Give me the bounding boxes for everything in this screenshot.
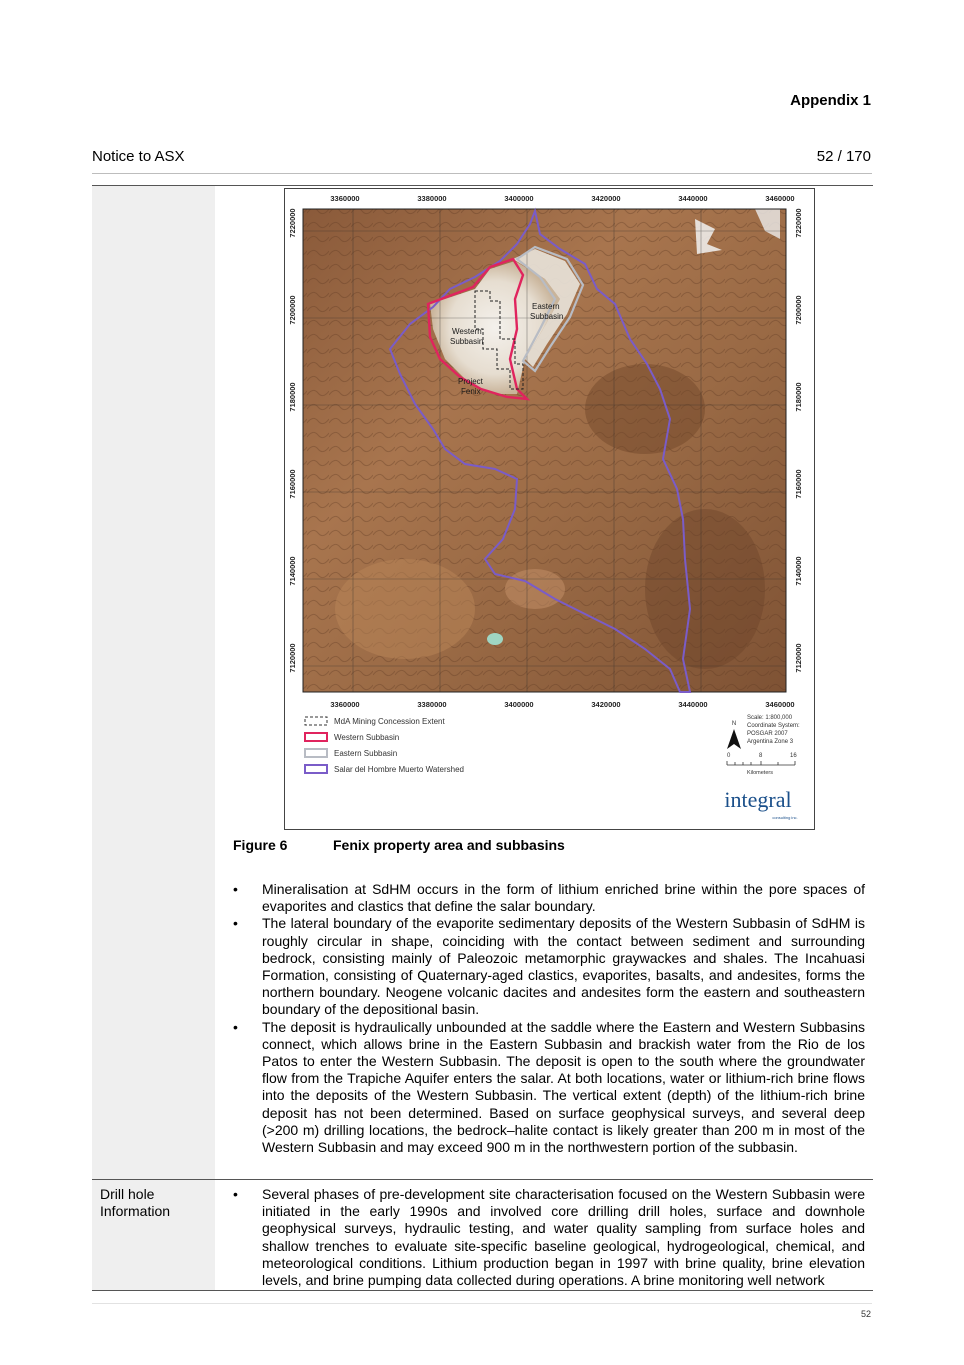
- x-tick-top: 3400000: [504, 194, 534, 203]
- table-bottom-border: [92, 1290, 873, 1291]
- legend-label: Salar del Hombre Muerto Watershed: [334, 765, 464, 774]
- page-number: 52: [860, 1309, 871, 1319]
- figure-number: Figure 6: [233, 837, 288, 853]
- list-item: [233, 915, 865, 1018]
- figure-title: Fenix property area and subbasins: [333, 837, 565, 853]
- row-label-drill-hole: Drill hole Information: [100, 1186, 171, 1220]
- y-tick-right: 7220000: [794, 208, 803, 238]
- list-item: [233, 881, 865, 915]
- x-tick-top: 3420000: [591, 194, 621, 203]
- legend-swatch-western: [305, 733, 327, 741]
- x-tick-top: 3360000: [330, 194, 360, 203]
- x-tick-top: 3380000: [417, 194, 447, 203]
- bullet-text: The lateral boundary of the evaporite sedimentary deposits of the Western Subbasin of SdHM is roughly circular in shape, coinciding with the contact between sediment and surrounding bedrock, consisting mainly of Paleozoic metamorphic graywackes and shales. The Incahuasi Formation, consisting of Quaternary-aged clastics, evaporites, basalts, and andesites, forms the northern boundary. Neogene volcanic dacites and andesites form the eastern and southeastern boundary of the depositional basin.: [262, 915, 865, 1018]
- scale-bar-label: 0: [727, 753, 731, 759]
- bullet-icon: •: [233, 915, 238, 932]
- logo-subtext: consulting inc.: [772, 815, 798, 820]
- y-tick-left: 7200000: [288, 295, 297, 325]
- bullet-text: Mineralisation at SdHM occurs in the form of lithium enriched brine within the pore spaces of evaporites and clastics that define the salar boundary.: [262, 881, 865, 915]
- scale-info: Argentina Zone 3: [747, 739, 794, 745]
- y-tick-right: 7200000: [794, 295, 803, 325]
- map-legend: [305, 717, 464, 774]
- x-tick-top: 3440000: [678, 194, 708, 203]
- bullet-text: The deposit is hydraulically unbounded at the saddle where the Eastern and Western Subbasins connect, which allows brine in the Eastern Subbasin and brackish water from the Rio de los Patos to enter the Western Subbasin. The deposit is open to the south where the groundwater flow from the Trapiche Aquifer enters the salar. At both locations, water or lithium-rich brine flows into the deposits of the Western Subbasin. The vertical extent (depth) of the lithium-rich brine deposit has not been determined. Based on surface geophysical surveys, and several deep (>200 m) drilling locations, the bedrock–halite contact is likely greater than 200 m in most of the Western Subbasin and may exceed 900 m in the northwestern portion of the subbasin.: [262, 1018, 865, 1156]
- scale-bar-label: 16: [790, 753, 797, 759]
- logo-text: integral: [724, 787, 792, 812]
- x-tick-bottom: 3420000: [591, 700, 621, 709]
- satellite-image: [303, 209, 786, 692]
- y-tick-left: 7120000: [288, 643, 297, 673]
- legend-swatch-concession: [305, 717, 327, 725]
- north-arrow-icon: [727, 721, 741, 749]
- project-label-1: Project: [458, 377, 483, 386]
- scale-bar-label: 8: [759, 753, 763, 759]
- y-tick-right: 7180000: [794, 382, 803, 412]
- y-tick-right: 7120000: [794, 643, 803, 673]
- bullet-icon: •: [233, 1018, 238, 1035]
- scale-info: POSGAR 2007: [747, 731, 788, 737]
- mineralisation-bullets: [233, 881, 865, 1156]
- page-counter: 52 / 170: [816, 148, 871, 165]
- table-label-column: [92, 186, 215, 1179]
- eastern-label-1: Eastern: [532, 302, 560, 311]
- x-tick-top: 3460000: [765, 194, 795, 203]
- y-tick-left: 7220000: [288, 208, 297, 238]
- bullet-icon: •: [233, 881, 238, 897]
- legend-swatch-eastern: [305, 749, 327, 757]
- footer-divider: [92, 1303, 872, 1304]
- project-label-2: Fenix: [461, 387, 481, 396]
- scale-info: Coordinate System:: [747, 723, 800, 729]
- legend-label: Eastern Subbasin: [334, 749, 398, 758]
- x-tick-bottom: 3440000: [678, 700, 708, 709]
- drill-hole-content: [233, 1186, 865, 1289]
- western-label-2: Subbasin: [450, 337, 484, 346]
- bullet-text: Several phases of pre-development site characterisation focused on the Western Subbasin were initiated in the early 1990s and involved core drilling drill holes, surface and downhole geophysical surveys, hydraulic testing, and water quality sampling from surface holes and shallow trenches to evaluate site-specific baseline geological, hydrogeological, chemical, and meteorological conditions. Lithium production began in 1997 with brine quality, brine elevation levels, and brine pumping data collected during operations. A brine monitoring well network: [262, 1186, 865, 1289]
- scale-units: Kilometers: [747, 770, 773, 776]
- y-tick-right: 7140000: [794, 556, 803, 586]
- north-label: N: [731, 721, 737, 727]
- bullet-icon: •: [233, 1186, 238, 1202]
- x-tick-bottom: 3380000: [417, 700, 447, 709]
- x-tick-bottom: 3360000: [330, 700, 360, 709]
- scale-info: Scale: 1:800,000: [747, 715, 793, 721]
- list-item: [233, 1019, 865, 1157]
- legend-label: MdA Mining Concession Extent: [334, 717, 445, 726]
- integral-logo: [724, 787, 797, 820]
- y-tick-left: 7160000: [288, 469, 297, 499]
- y-tick-left: 7140000: [288, 556, 297, 586]
- y-tick-left: 7180000: [288, 382, 297, 412]
- x-tick-bottom: 3460000: [765, 700, 795, 709]
- drill-bullets: [233, 1186, 865, 1289]
- header-divider: [92, 173, 872, 174]
- list-item: [233, 1186, 865, 1289]
- scale-bar: [727, 761, 795, 765]
- y-tick-right: 7160000: [794, 469, 803, 499]
- western-label-1: Western: [452, 327, 482, 336]
- appendix-title: Appendix 1: [790, 92, 871, 109]
- legend-swatch-watershed: [305, 765, 327, 773]
- document-title: Notice to ASX: [92, 148, 185, 165]
- x-tick-bottom: 3400000: [504, 700, 534, 709]
- map-figure: [284, 188, 815, 830]
- legend-label: Western Subbasin: [334, 733, 400, 742]
- eastern-label-2: Subbasin: [530, 312, 564, 321]
